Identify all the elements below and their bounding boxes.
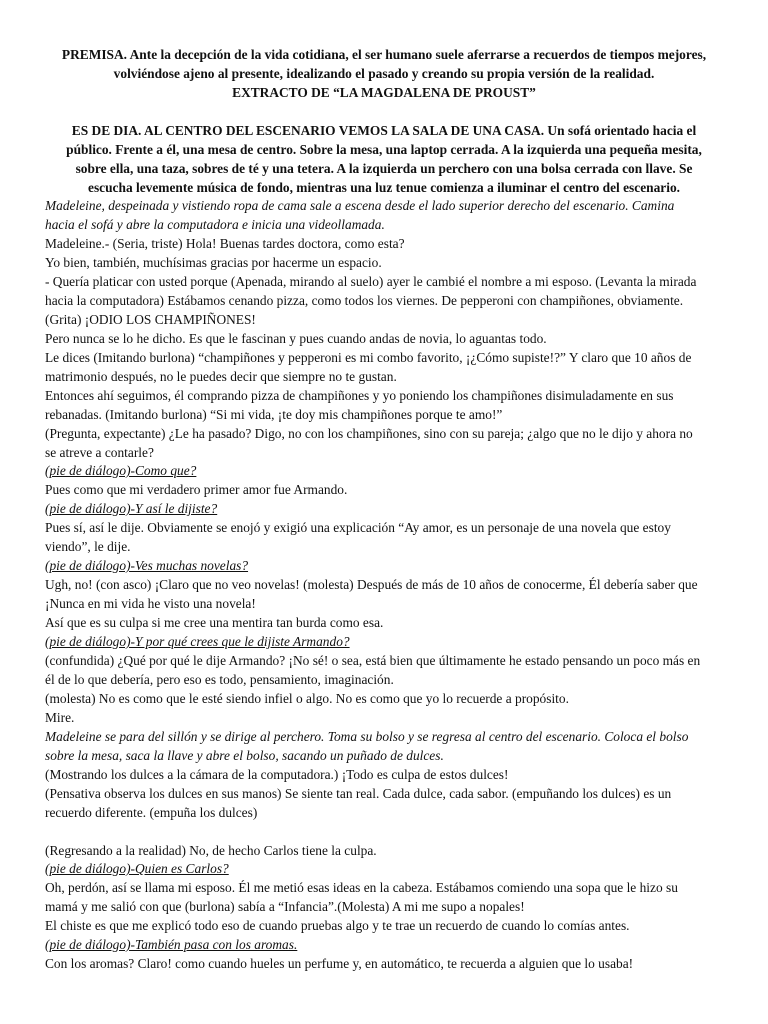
dialogue-line: rebanadas. (Imitando burlona) “Si mi vida, ¡te doy mis champiñones porque te amo!” [45, 407, 503, 422]
dialogue-line: Mire. [45, 710, 75, 725]
stage-direction: hacia el sofá y abre la computadora e inicia una videollamada. [45, 217, 385, 232]
dialogue-line: él de lo que debería, pero eso es todo, pensamiento, imaginación. [45, 672, 394, 687]
dialogue-line: Yo bien, también, muchísimas gracias por hacerme un espacio. [45, 255, 382, 270]
dialogue-cue: (pie de diálogo)-Ves muchas novelas? [45, 558, 249, 573]
scene-heading-line: ES DE DIA. AL CENTRO DEL ESCENARIO VEMOS LA SALA DE UNA CASA. Un sofá orientado hacia el [71, 123, 697, 138]
dialogue-line: - Quería platicar con usted porque (Apenada, mirando al suelo) ayer le cambié el nombre a mi esposo. (Levanta la mirada [45, 274, 697, 289]
stage-direction: Madeleine, despeinada y vistiendo ropa de cama sale a escena desde el lado superior derecho del escenario. Camina [45, 198, 675, 213]
dialogue-line: (Regresando a la realidad) No, de hecho Carlos tiene la culpa. [45, 843, 377, 858]
dialogue-cue: (pie de diálogo)-Como que? [45, 463, 197, 478]
dialogue-line: Pues sí, así le dije. Obviamente se enojó y exigió una explicación “Ay amor, es un personaje de una novela que estoy [45, 520, 671, 535]
dialogue-line: Pero nunca se lo he dicho. Es que le fascinan y pues cuando andas de novia, lo aguantas todo. [45, 331, 547, 346]
scene-heading-line: sobre ella, una taza, sobres de té y una tetera. A la izquierda un perchero con una bolsa cerrada con llave. Se [75, 161, 693, 176]
dialogue-line: Ugh, no! (con asco) ¡Claro que no veo novelas! (molesta) Después de más de 10 años de conocerme, Él debería saber que [45, 577, 698, 592]
dialogue-line: (confundida) ¿Qué por qué le dije Armando? ¡No sé! o sea, está bien que últimamente he estado pensando un poco más en [45, 653, 701, 668]
dialogue-cue: (pie de diálogo)-Y por qué crees que le dijiste Armando? [45, 634, 350, 649]
dialogue-line: ¡Nunca en mi vida he visto una novela! [45, 596, 256, 611]
dialogue-cue: (pie de diálogo)-También pasa con los aromas. [45, 937, 298, 952]
dialogue-line: (molesta) No es como que le esté siendo infiel o algo. No es como que yo lo recuerde a propósito. [45, 691, 569, 706]
dialogue-line: (Pregunta, expectante) ¿Le ha pasado? Digo, no con los champiñones, sino con su pareja; ¿algo que no le dijo y ahora no [45, 426, 693, 441]
premise-line: volviéndose ajeno al presente, idealizando el pasado y creando su propia versión de la realidad. [113, 66, 655, 81]
dialogue-cue: (pie de diálogo)-Quien es Carlos? [45, 861, 229, 876]
dialogue-line: Pues como que mi verdadero primer amor fue Armando. [45, 482, 348, 497]
dialogue-line: (Grita) ¡ODIO LOS CHAMPIÑONES! [45, 312, 256, 327]
scene-heading-line: escucha levemente música de fondo, mientras una luz tenue comienza a iluminar el centro del escenario. [88, 180, 680, 195]
dialogue-line: se atreve a contarle? [45, 445, 154, 460]
dialogue-line: El chiste es que me explicó todo eso de cuando pruebas algo y te trae un recuerdo de cuando lo comías antes. [45, 918, 630, 933]
dialogue-line: Oh, perdón, así se llama mi esposo. Él me metió esas ideas en la cabeza. Estábamos comiendo una sopa que le hizo su [45, 880, 678, 895]
dialogue-line: hacia la computadora) Estábamos cenando pizza, como todos los viernes. De pepperoni con champiñones, obviamente. [45, 293, 684, 308]
extract-title: EXTRACTO DE “LA MAGDALENA DE PROUST” [232, 85, 536, 100]
scene-heading-line: público. Frente a él, una mesa de centro. Sobre la mesa, una laptop cerrada. A la izquierda una pequeña mesita, [66, 142, 702, 157]
stage-direction: Madeleine se para del sillón y se dirige al perchero. Toma su bolso y se regresa al centro del escenario. Coloca el bolso [45, 729, 689, 744]
stage-direction: sobre la mesa, saca la llave y abre el bolso, sacando un puñado de dulces. [45, 748, 444, 763]
dialogue-line: (Mostrando los dulces a la cámara de la computadora.) ¡Todo es culpa de estos dulces! [45, 767, 509, 782]
dialogue-line: matrimonio después, no le puedes decir que siempre no te gustan. [45, 369, 397, 384]
dialogue-line: (Pensativa observa los dulces en sus manos) Se siente tan real. Cada dulce, cada sabor. (empuñando los dulces) es un [45, 786, 672, 801]
dialogue-line: Así que es su culpa si me cree una mentira tan burda como esa. [45, 615, 384, 630]
dialogue-cue: (pie de diálogo)-Y así le dijiste? [45, 501, 218, 516]
premise-line: PREMISA. Ante la decepción de la vida cotidiana, el ser humano suele aferrarse a recuerdos de tiempos mejores, [61, 47, 707, 62]
dialogue-line: viendo”, le dije. [45, 539, 131, 554]
dialogue-line: recuerdo diferente. (empuña los dulces) [45, 805, 258, 820]
dialogue-line: Madeleine.- (Seria, triste) Hola! Buenas tardes doctora, como esta? [45, 236, 405, 251]
dialogue-line: Le dices (Imitando burlona) “champiñones y pepperoni es mi combo favorito, ¡¿Cómo supiste!?” Y claro que 10 años de [45, 350, 692, 365]
dialogue-line: Entonces ahí seguimos, él comprando pizza de champiñones y yo poniendo los champiñones disimuladamente en sus [45, 388, 674, 403]
dialogue-line: Con los aromas? Claro! como cuando hueles un perfume y, en automático, te recuerda a alguien que lo usaba! [45, 956, 634, 971]
dialogue-line: mamá y me salió con que (burlona) sabía a “Infancia”.(Molesta) A mi me supo a nopales! [45, 899, 525, 914]
